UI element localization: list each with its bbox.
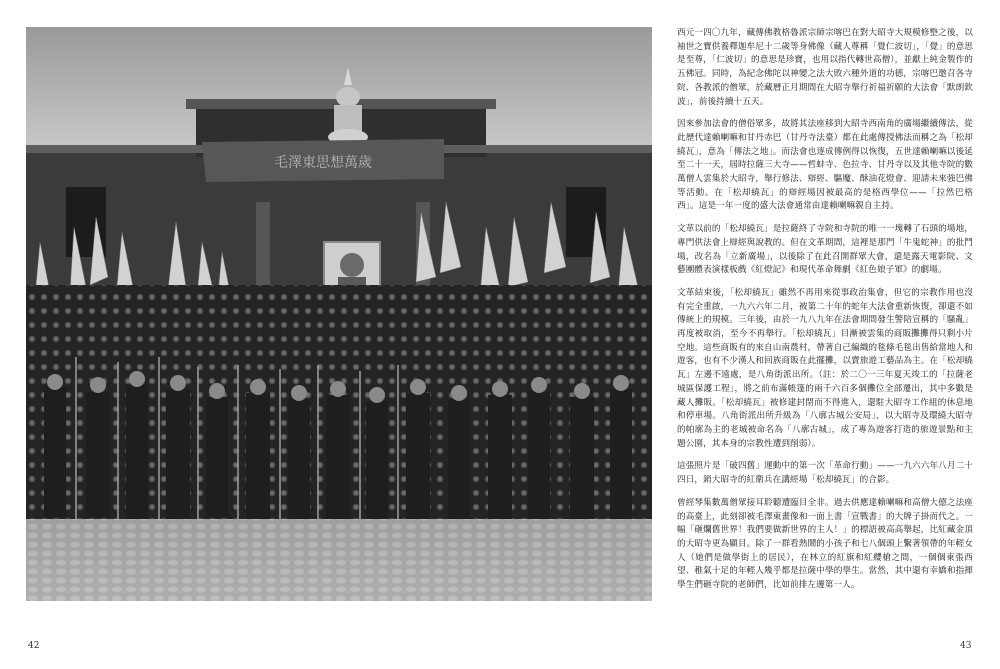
paragraph-2: 因來參加法會的僧俗眾多，故將其法座移到大昭寺西南角的廣場繼續傳法，從此歷代達賴喇嘛和甘丹赤巴（甘丹寺法臺）都在此處傳授佛法而稱之為「松却繞瓦」，意為「傳法之地」。而法會也逐成傳例得以恢復，五世達賴喇嘛以後延至二十一天，屆時拉薩三大寺——哲蚌寺、色拉寺、甘丹寺以及其他寺院的數萬僧人雲集於大昭寺，舉行修法、辯經、驅魔、酥油花燈會、迎請未來強巴佛等活動。在「松却繞瓦」的辯經場因被最高的是格西學位——「拉然巴格西」。這是一年一度的盛大法會通常由達賴喇嘛親自主持。 bbox=[677, 119, 973, 212]
historical-photograph bbox=[26, 27, 652, 601]
banner-text: 毛澤東思想萬歲 bbox=[274, 155, 372, 171]
paragraph-3: 文革以前的「松却繞瓦」是拉薩終了寺院和寺院的唯一一塊轉了石頭的場地，專門供法會上辯經與說教的。但在文革期間，這裡是那門「牛鬼蛇神」的批鬥場，改名為「立新廣場」，以後除了在此召開群眾大會，還是露天電影院、文藝團體表演樣板戲《紅燈記》和現代革命舞劇《紅色娘子軍》的劇場。 bbox=[677, 224, 973, 276]
page-number-right: 43 bbox=[960, 641, 972, 651]
paragraph-1: 西元一四〇九年，藏傳佛教格魯派宗師宗喀巴在對大昭寺大規模修整之後，以袖世之寶供養釋迦牟尼十二歲等身佛像（藏人尊稱「覺仁波切」，「覺」的意思是至尊，「仁波切」的意思是珍寶，也用以指代轉世高僧），並獻上純金製作的五佛冠。同時，為紀念佛陀以神變之法大敗六種外道的功德，宗喀巴邀召各寺院、各教派的僧眾，於藏曆正月期間在大昭寺舉行祈福祈願的大法會「默朗欽波」，前後持續十五天。 bbox=[677, 28, 973, 107]
paragraph-5: 這張照片是「破四舊」運動中的第一次「革命行動」——一九六六年八月二十四日，銷大昭寺的紅衛兵在講經場「松却繞瓦」的合影。 bbox=[677, 461, 973, 486]
article-text-column bbox=[677, 27, 973, 602]
paragraph-6: 曾經琴集數萬僧眾接耳聆聽遭臨目全非。過去供應達賴喇嘛和高僧大德之法座的高臺上，此刻卻被毛澤東畫像和一面上書「宣戰書」的大牌子掛而代之。一幅「砸爛舊世界！我們要做新世界的主人！」的標語被高高舉起，比紅藏金頂的大昭寺更為顯目。除了一群看熱鬧的小孩子和七八個頭上繫著領帶的年輕女人（她們是做學街上的居民），在林立的紅旗和紅纓槍之間，一個個東張西望、稚氣十足的年輕人幾乎都是拉薩中學的學生。當然，其中還有幸嬌和指揮學生們砸寺院的老師們，比如前排左邊第一人。 bbox=[677, 497, 973, 591]
page-number-left: 42 bbox=[28, 641, 40, 651]
paragraph-4: 文革結束後，「松却繞瓦」雖然不再用來從事政治集會，但它的宗教作用也沒有完全重啟，一九六六年二月，被第二十年的蛇年大法會重新恢復，卻還不如傳統上的規模。三年後，由於一九八九年在法會期間發生警陪宣稱的「騷亂」再度被取消，至今不再舉行。「松却繞瓦」目漸被雲集的商販攤攤得只剩小片空地。這些商販有的來自山南農村，帶著自己編織的毯條毛毯出售給當地人和遊客，也有不少漢人和回族商販在此擺攤，以賣旅遊工藝品為主。在「松却繞瓦」左邊不遠處，是八角街派出所。（註：於二〇一三年夏天竣工的「拉薩老城區保護工程」，將之前布滿帳篷的兩千六百多個攤位全部遷出，其中多數是藏人攤販。「松却繞瓦」被修建封閉而不得進入，還駐大昭寺工作組的休息地和停車場。八角街派出所升級為「八廓古城公安局」，以大昭寺及環繞大昭寺的帕廓為主的老城被命名為「八廓古城」，成了專為遊客打造的旅遊景點和主題公園，其本身的宗教性遭到削弱）。 bbox=[677, 287, 973, 449]
photo-graphic bbox=[26, 27, 652, 601]
